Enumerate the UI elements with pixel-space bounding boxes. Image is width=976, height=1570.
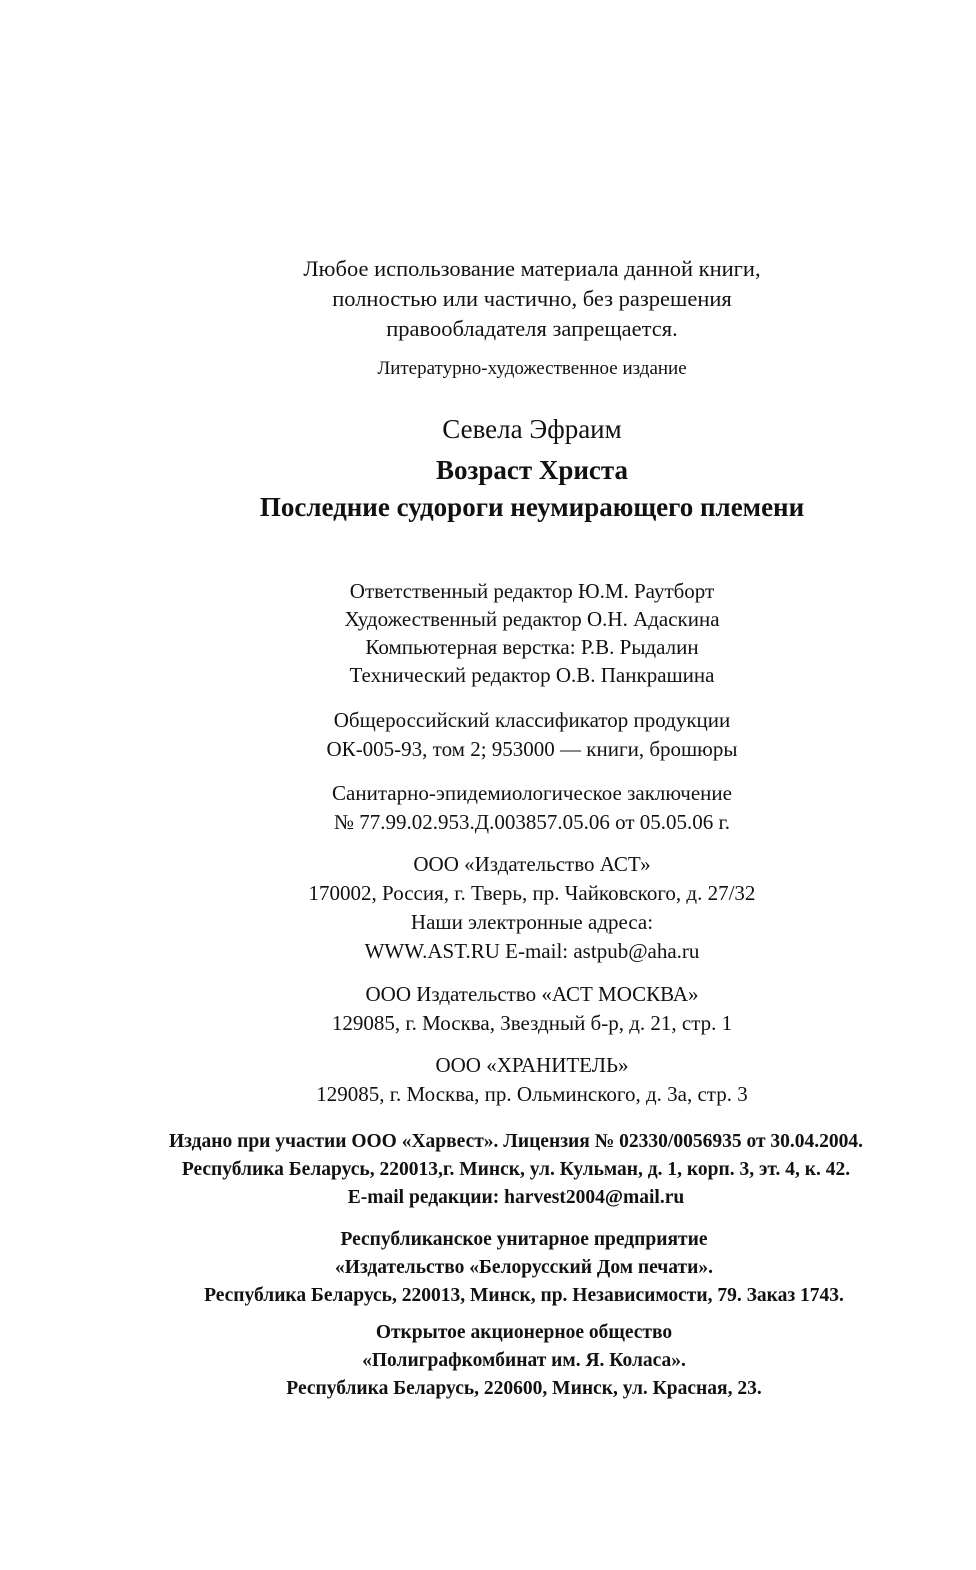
book-title-line: Возраст Христа [435,455,629,485]
harvest-line: E-mail редакции: harvest2004@mail.ru [347,1187,685,1208]
harvest-credit [28,1128,976,1212]
product-classifier [44,706,976,764]
sanitary-line: Санитарно-эпидемиологическое заключение [332,781,732,805]
edition-type-text: Литературно-художественное издание [377,358,687,379]
printer-bdp-line: Республиканское унитарное предприятие [340,1229,708,1250]
harvest-line: Республика Беларусь, 220013,г. Минск, ул. Кульман, д. 1, корп. 3, эт. 4, к. 42. [181,1159,851,1180]
printer-kolas [36,1319,976,1403]
book-title [44,452,976,525]
publisher-ast-line: 170002, Россия, г. Тверь, пр. Чайковского, д. 27/32 [308,881,756,905]
copyright-notice-line: правообладателя запрещается. [386,316,678,341]
harvest-line: Издано при участии ООО «Харвест». Лицензия № 02330/0056935 от 30.04.2004. [168,1131,864,1152]
printer-kolas-line: Республика Беларусь, 220600, Минск, ул. Красная, 23. [286,1378,762,1399]
publisher-ast-line: ООО «Издательство АСТ» [413,852,651,876]
publisher-khranitel-line: ООО «ХРАНИТЕЛЬ» [435,1053,629,1077]
printer-kolas-line: Открытое акционерное общество [375,1322,673,1343]
publisher-ast-line: Наши электронные адреса: [410,910,654,934]
sanitary-conclusion [44,779,976,837]
book-subtitle-line: Последние судороги неумирающего племени [259,492,805,522]
editors-credits [44,577,976,689]
publisher-ast-moscow-line: 129085, г. Москва, Звездный б-р, д. 21, стр. 1 [331,1011,733,1035]
copyright-notice [44,254,976,344]
copyright-notice-line: полностью или частично, без разрешения [332,286,732,311]
publisher-khranitel-line: 129085, г. Москва, пр. Ольминского, д. 3а, стр. 3 [316,1082,748,1106]
author-name [44,411,976,447]
printer-kolas-line: «Полиграфкомбинат им. Я. Коласа». [362,1350,686,1371]
edition-type [44,355,976,383]
publisher-ast-moscow-line: ООО Издательство «АСТ МОСКВА» [365,982,699,1006]
copyright-notice-line: Любое использование материала данной книги, [303,256,761,281]
printer-belarus-house [36,1226,976,1310]
editor-credit: Компьютерная верстка: Р.В. Рыдалин [365,635,699,659]
classifier-line: ОК-005-93, том 2; 953000 — книги, брошюры [326,737,738,761]
sanitary-line: № 77.99.02.953.Д.003857.05.06 от 05.05.06 г. [333,810,730,834]
editor-credit: Ответственный редактор Ю.М. Раутборт [349,579,715,603]
editor-credit: Художественный редактор О.Н. Адаскина [344,607,720,631]
publisher-ast [44,850,976,966]
classifier-line: Общероссийский классификатор продукции [333,708,731,732]
author-name-text: Севела Эфраим [442,414,622,444]
publisher-ast-moscow [44,980,976,1038]
publisher-khranitel [44,1051,976,1109]
printer-bdp-line: Республика Беларусь, 220013, Минск, пр. Независимости, 79. Заказ 1743. [204,1285,844,1306]
editor-credit: Технический редактор О.В. Панкрашина [349,663,715,687]
publisher-ast-line: WWW.AST.RU E-mail: astpub@aha.ru [364,939,700,963]
printer-bdp-line: «Издательство «Белорусский Дом печати». [335,1257,713,1278]
